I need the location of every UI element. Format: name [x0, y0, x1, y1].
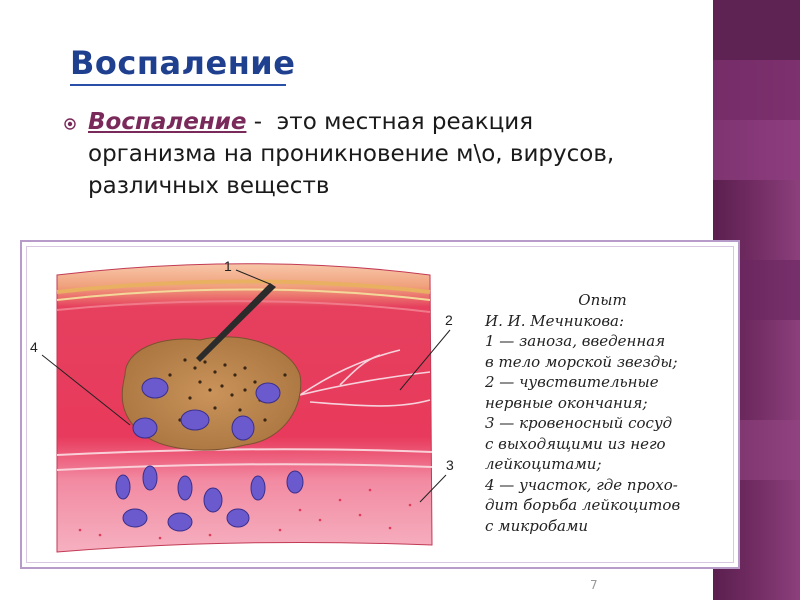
caption-line: с микробами	[485, 516, 589, 535]
figure-label-1: 1	[224, 258, 232, 274]
figure-label-2: 2	[445, 312, 453, 328]
caption-line: 4 — участок, где прохо-	[485, 475, 678, 494]
caption-author: И. И. Мечникова:	[485, 311, 625, 330]
page-number: 7	[590, 578, 598, 592]
caption-line: лейкоцитами;	[485, 455, 602, 473]
definition-line-3: различных веществ	[88, 173, 330, 199]
caption-line: 3 — кровеносный сосуд	[485, 414, 673, 432]
caption-line: 2 — чувствительные	[485, 373, 659, 391]
slide-title: Воспаление	[70, 44, 296, 82]
caption-line: 1 — заноза, введенная	[485, 332, 666, 350]
caption-line: нервные окончания;	[485, 393, 648, 412]
separator: -	[246, 109, 270, 135]
definition-line-1: это местная реакция	[276, 109, 534, 135]
defined-term: Воспаление	[88, 109, 247, 135]
figure-caption	[485, 290, 720, 536]
caption-heading: Опыт	[578, 291, 627, 309]
figure-label-3: 3	[446, 457, 454, 473]
caption-line: в тело морской звезды;	[485, 352, 678, 371]
caption-line: с выходящими из него	[485, 434, 666, 453]
figure-label-4: 4	[30, 339, 38, 355]
caption-line: дит борьба лейкоцитов	[485, 496, 681, 514]
definition-line-2: организма на проникновение м\о, вирусов,	[88, 141, 615, 167]
